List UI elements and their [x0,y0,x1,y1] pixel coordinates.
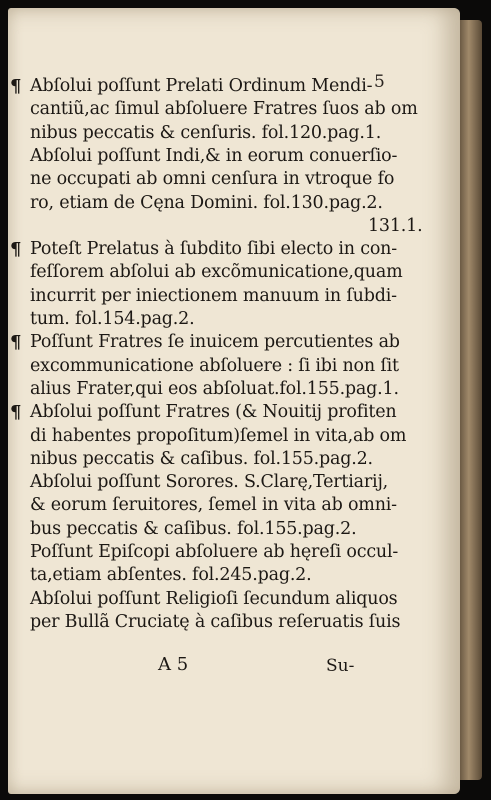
entry-line: nibus peccatis & caſibus. fol.155.pag.2. [30,448,373,469]
signature-mark: A 5 [158,654,189,675]
entry-line: bus peccatis & caſibus. fol.155.pag.2. [30,518,357,539]
entry-line: Abſolui poſſunt Religioſi ſecundum aliquos [30,588,398,609]
entry-line: nibus peccatis & cenſuris. fol.120.pag.1. [30,122,382,143]
entry-line: per Bullã Cruciatę à caſibus reſeruatis ſuis [30,611,401,632]
index-entries [8,8,460,794]
entry-line: Poſſunt Fratres ſe inuicem percutientes ab [30,332,400,353]
entry-line: ro, etiam de Cęna Domini. fol.130.pag.2. [30,192,383,213]
entry-line: Abſolui poſſunt Indi,& in eorum conuerſio- [30,145,398,166]
entry-line: Abſolui poſſunt Sorores. S.Clarę,Tertiarij, [30,472,389,493]
entry-line: di habentes propoſitum)ſemel in vita,ab om [30,425,407,446]
catchword: Su- [326,656,355,676]
entry-line: feſſorem abſolui ab excõmunicatione,quam [30,262,403,283]
entry-line: tum. fol.154.pag.2. [30,309,195,329]
entry-line: alius Frater,qui eos abſoluat.fol.155.pag.1. [30,378,399,399]
entry-line: incurrit per iniectionem manuum in ſubdi- [30,285,397,306]
paragraph-mark: ¶ [10,332,22,354]
book-page [8,8,460,794]
entry-line: cantiũ,ac ſimul abſoluere Fratres ſuos ab om [30,99,418,120]
book-fore-edge [460,20,482,780]
paragraph-mark: ¶ [10,239,22,261]
entry-line: 131.1. [368,215,423,236]
page-number: 5 [374,72,385,92]
entry-line: Abſolui poſſunt Fratres (& Nouitij profiten [30,402,397,423]
paragraph-mark: ¶ [10,76,22,97]
entry-line: excommunicatione abſoluere : ſi ibi non ſit [30,355,399,376]
paragraph-mark: ¶ [10,402,22,424]
entry-line: Poteſt Prelatus à ſubdito ſibi electo in con- [30,239,397,260]
entry-line: & eorum ſeruitores, ſemel in vita ab omni- [30,495,397,516]
entry-line: ne occupati ab omni cenſura in vtroque fo [30,169,395,190]
entry-line: ta,etiam abſentes. fol.245.pag.2. [30,565,312,586]
entry-line: Abſolui poſſunt Prelati Ordinum Mendi- [30,76,373,96]
entry-line: Poſſunt Epiſcopi abſoluere ab hęreſi occul- [30,542,399,562]
